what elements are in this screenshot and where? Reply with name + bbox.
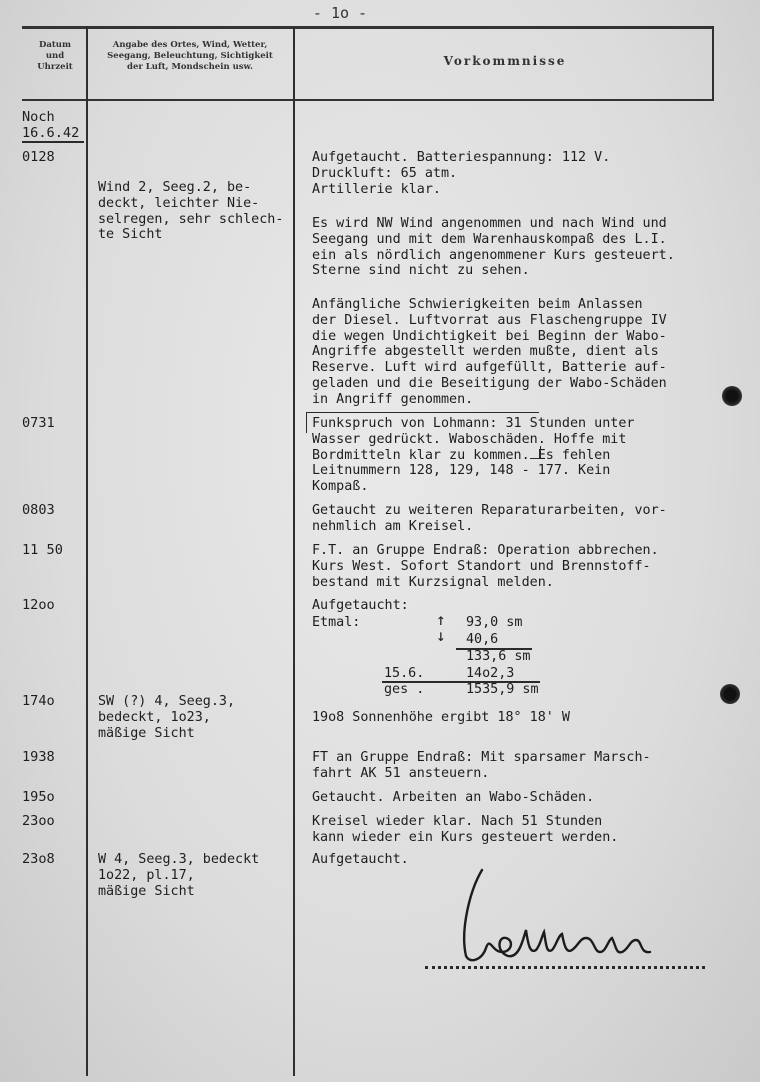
header-location-weather: Angabe des Ortes, Wind, Wetter, Seegang, Beleuchtung, Sichtigkeit der Luft, Mondschein usw. <box>107 40 273 72</box>
handwritten-signature <box>430 860 670 970</box>
entry-time: 0803 <box>22 502 55 518</box>
arrow-up-icon: ↑ <box>436 610 446 629</box>
etmal-value-2: 40,6 <box>466 632 499 647</box>
table-top-rule <box>22 26 712 29</box>
punch-hole <box>722 386 742 406</box>
entry-time: 23o8 <box>22 851 55 867</box>
entry-time: 12oo <box>22 597 55 613</box>
entry-text: Getaucht zu weiteren Reparaturarbeiten, vor- nehmlich am Kreisel. <box>312 503 667 534</box>
etmal-label: Etmal: <box>312 615 361 630</box>
etmal-sum: 133,6 sm <box>466 649 531 664</box>
header-bottom-rule <box>22 99 712 101</box>
etmal-date: 15.6. <box>384 666 425 681</box>
annotation-bracket <box>530 446 541 459</box>
entry-text: Aufgetaucht: <box>312 598 409 613</box>
entry-text: Anfängliche Schwierigkeiten beim Anlassen der Diesel. Luftvorrat aus Flaschengruppe IV die wegen Undichtigkeit bei Beginn der Wabo- Angriffe abgestellt werden mußte, dient als Reserve. Luft wird aufgefüllt, Batterie auf- geladen und die Beseitigung der Wabo-Schäden in Angriff genommen. <box>312 297 667 407</box>
annotation-bracket <box>306 412 539 433</box>
etmal-previous: 14o2,3 <box>466 666 515 681</box>
entry-text: Funkspruch von Lohmann: 31 Stunden unter Wasser gedrückt. Waboschäden. Hoffe mit Bordmitteln klar zu kommen. Es fehlen Leitnummern 128, 129, 148 - 177. Kein Kompaß. <box>312 416 635 495</box>
column-divider-2 <box>293 26 295 1076</box>
entry-time: 174o <box>22 693 55 709</box>
header-events: Vorkommnisse <box>443 54 567 68</box>
etmal-total: 1535,9 sm <box>466 682 539 697</box>
entry-conditions: Wind 2, Seeg.2, be- deckt, leichter Nie- selregen, sehr schlech- te Sicht <box>98 180 284 243</box>
column-divider-3 <box>712 26 714 101</box>
entry-text: Aufgetaucht. <box>312 852 409 867</box>
etmal-total-label: ges . <box>384 682 425 697</box>
entry-time: 1938 <box>22 749 55 765</box>
entry-time: 195o <box>22 789 55 805</box>
etmal-value-1: 93,0 sm <box>466 615 523 630</box>
arrow-down-icon: ↓ <box>436 626 446 645</box>
entry-time: 0128 <box>22 149 55 165</box>
entry-text: FT an Gruppe Endraß: Mit sparsamer Marsch- fahrt AK 51 ansteuern. <box>312 750 651 781</box>
entry-text: Kreisel wieder klar. Nach 51 Stunden kann wieder ein Kurs gesteuert werden. <box>312 814 619 845</box>
header-date-time: Datum und Uhrzeit <box>37 40 73 72</box>
entry-conditions: W 4, Seeg.3, bedeckt 1o22, pl.17, mäßige Sicht <box>98 852 260 899</box>
entry-conditions: SW (?) 4, Seeg.3, bedeckt, 1o23, mäßige Sicht <box>98 694 236 741</box>
date-underline <box>22 141 84 143</box>
entry-text: Aufgetaucht. Batteriespannung: 112 V. Druckluft: 65 atm. Artillerie klar. <box>312 150 611 197</box>
entry-text: Es wird NW Wind angenommen und nach Wind und Seegang und mit dem Warenhauskompaß des L.I. ein als nördlich angenommener Kurs gesteuert. Sterne sind nicht zu sehen. <box>312 216 675 279</box>
entry-text: F.T. an Gruppe Endraß: Operation abbrechen. Kurs West. Sofort Standort und Brennstoff- bestand mit Kurzsignal melden. <box>312 543 659 590</box>
entry-text: Getaucht. Arbeiten an Wabo-Schäden. <box>312 790 595 805</box>
entry-time: 0731 <box>22 415 55 431</box>
signature-line <box>425 966 705 969</box>
page-number: - 1o - <box>312 4 368 22</box>
entry-time: 11 50 <box>22 542 63 558</box>
entry-text: 19o8 Sonnenhöhe ergibt 18° 18' W <box>312 710 570 725</box>
column-divider-1 <box>86 26 88 1076</box>
date-line: Noch 16.6.42 <box>22 109 80 141</box>
entry-time: 23oo <box>22 813 55 829</box>
punch-hole <box>720 684 740 704</box>
